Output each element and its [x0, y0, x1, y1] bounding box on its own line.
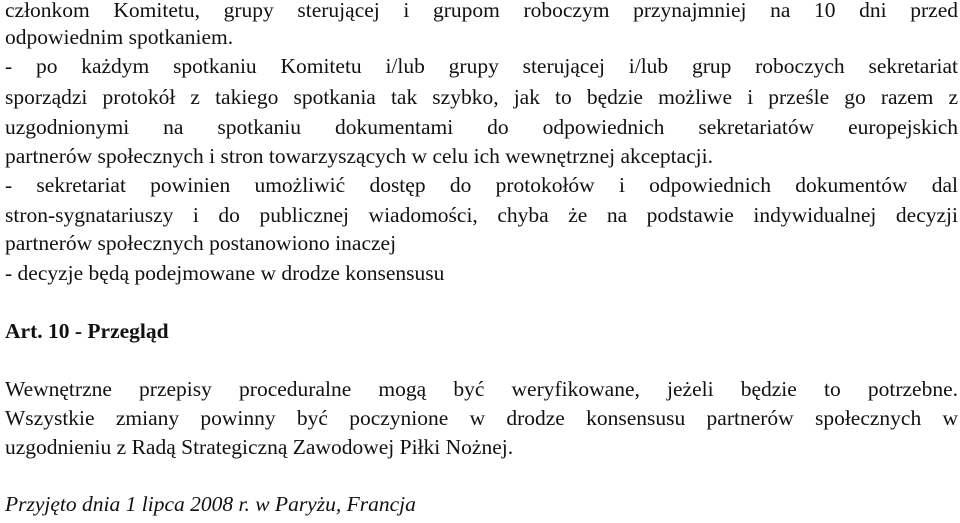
article-line-2: Wszystkie zmiany powinny być poczynione w drodze konsensusu partnerów społecznych w — [5, 406, 958, 430]
text-line-5: uzgodnionymi na spotkaniu dokumentami do odpowiednich sekretariatów europejskich — [5, 115, 958, 139]
text-line-10: - decyzje będą podejmowane w drodze konsensusu — [5, 261, 445, 285]
text-line-2: odpowiednim spotkaniem. — [5, 25, 234, 49]
text-line-1: członkom Komitetu, grupy sterującej i grupom roboczym przynajmniej na 10 dni przed — [5, 0, 958, 22]
text-line-3: - po każdym spotkaniu Komitetu i/lub grupy sterującej i/lub grup roboczych sekretariat — [5, 54, 958, 78]
text-line-6: partnerów społecznych i stron towarzyszących w celu ich wewnętrznej akceptacji. — [5, 144, 713, 168]
article-line-3: uzgodnieniu z Radą Strategiczną Zawodowej Piłki Nożnej. — [5, 435, 514, 459]
article-heading: Art. 10 - Przegląd — [5, 319, 169, 343]
article-line-1: Wewnętrzne przepisy proceduralne mogą być weryfikowane, jeżeli będzie to potrzebne. — [5, 377, 958, 401]
text-line-8: stron-sygnatariuszy i do publicznej wiadomości, chyba że na podstawie indywidualnej decyzji — [5, 203, 958, 227]
closing-line: Przyjęto dnia 1 lipca 2008 r. w Paryżu, Francja — [5, 492, 416, 516]
text-line-4: sporządzi protokół z takiego spotkania tak szybko, jak to będzie możliwe i prześle go razem z — [5, 85, 958, 109]
text-line-7: - sekretariat powinien umożliwić dostęp do protokołów i odpowiednich dokumentów dal — [5, 173, 958, 197]
text-line-9: partnerów społecznych postanowiono inaczej — [5, 231, 397, 255]
